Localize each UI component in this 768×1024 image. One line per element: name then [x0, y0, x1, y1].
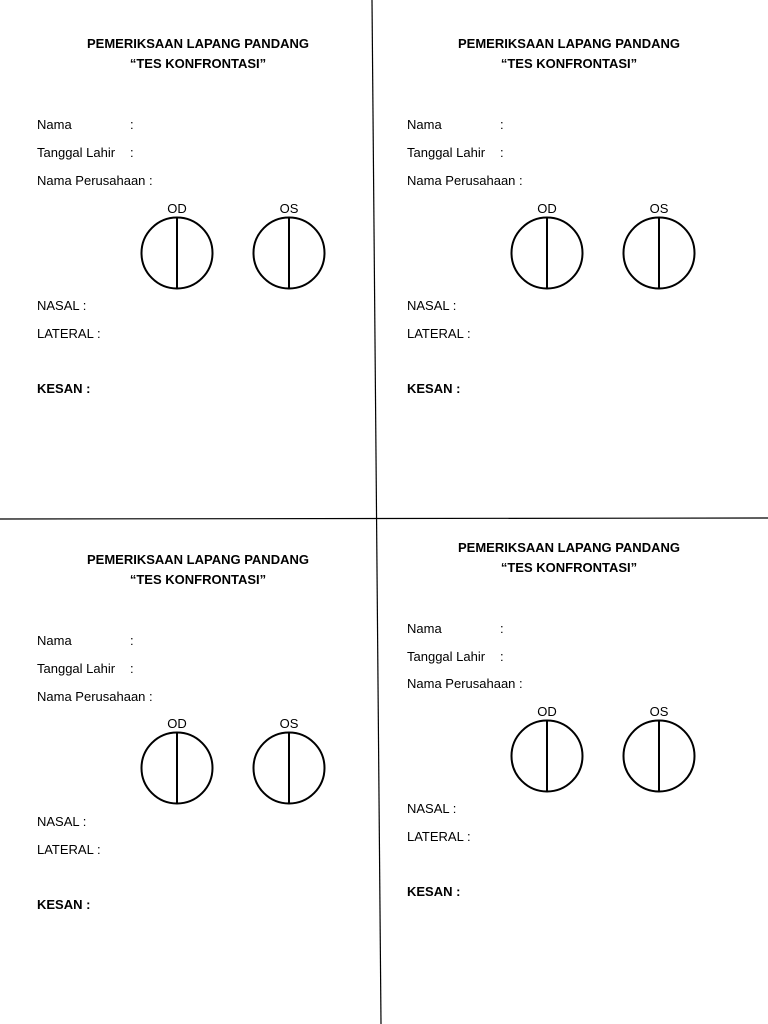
tanggal-lahir-label: Tanggal Lahir	[407, 145, 486, 160]
test-card-bottom-right	[389, 538, 749, 958]
card-title	[389, 538, 749, 578]
card-title-line-2: “TES KONFRONTASI”	[500, 56, 638, 71]
card-title-line-2: “TES KONFRONTASI”	[129, 56, 267, 71]
od-label: OD	[167, 716, 187, 731]
nama-field	[407, 117, 504, 133]
tanggal-lahir-field	[37, 145, 134, 161]
od-label: OD	[537, 201, 557, 216]
os-circle-icon	[621, 215, 697, 291]
nama-label: Nama	[37, 117, 72, 132]
os-eye-diagram	[621, 201, 697, 301]
nama-field	[407, 621, 504, 637]
od-label: OD	[537, 704, 557, 719]
tanggal-lahir-field	[37, 661, 134, 677]
nama-perusahaan-label: Nama Perusahaan :	[37, 689, 153, 704]
nama-colon: :	[130, 117, 134, 132]
nama-field	[37, 633, 134, 649]
nasal-label: NASAL :	[37, 814, 87, 829]
os-label: OS	[649, 201, 669, 216]
lateral-label: LATERAL :	[37, 326, 101, 341]
tanggal-lahir-label: Tanggal Lahir	[37, 661, 116, 676]
lateral-label: LATERAL :	[407, 326, 471, 341]
os-eye-diagram	[251, 201, 327, 301]
nasal-label: NASAL :	[37, 298, 87, 313]
nama-perusahaan-field	[407, 173, 523, 189]
os-circle-icon	[621, 718, 697, 794]
tanggal-lahir-label: Tanggal Lahir	[37, 145, 116, 160]
tanggal-lahir-colon: :	[500, 649, 504, 664]
nama-field	[37, 117, 134, 133]
tanggal-lahir-colon: :	[500, 145, 504, 160]
nama-colon: :	[500, 117, 504, 132]
card-title	[18, 550, 378, 590]
od-eye-diagram	[139, 716, 215, 816]
os-circle-icon	[251, 215, 327, 291]
nama-label: Nama	[37, 633, 72, 648]
nasal-label: NASAL :	[407, 801, 457, 816]
od-circle-icon	[139, 730, 215, 806]
card-title	[18, 34, 378, 74]
nama-perusahaan-label: Nama Perusahaan :	[407, 173, 523, 188]
card-title	[389, 34, 749, 74]
nama-colon: :	[500, 621, 504, 636]
os-eye-diagram	[251, 716, 327, 816]
nama-perusahaan-field	[407, 676, 523, 692]
kesan-label: KESAN :	[37, 897, 91, 912]
od-eye-diagram	[509, 704, 585, 804]
os-label: OS	[279, 716, 299, 731]
horizontal-cut-line	[0, 518, 768, 519]
card-title-line-1: PEMERIKSAAN LAPANG PANDANG	[458, 540, 680, 555]
od-circle-icon	[509, 215, 585, 291]
kesan-label: KESAN :	[407, 381, 461, 396]
os-circle-icon	[251, 730, 327, 806]
nama-perusahaan-label: Nama Perusahaan :	[37, 173, 153, 188]
tanggal-lahir-colon: :	[130, 661, 134, 676]
lateral-label: LATERAL :	[37, 842, 101, 857]
nama-perusahaan-field	[37, 689, 153, 705]
tanggal-lahir-label: Tanggal Lahir	[407, 649, 486, 664]
card-title-line-2: “TES KONFRONTASI”	[500, 560, 638, 575]
os-eye-diagram	[621, 704, 697, 804]
nama-perusahaan-field	[37, 173, 153, 189]
tanggal-lahir-field	[407, 145, 504, 161]
nama-colon: :	[130, 633, 134, 648]
test-card-top-right	[389, 34, 749, 454]
od-eye-diagram	[509, 201, 585, 301]
od-label: OD	[167, 201, 187, 216]
test-card-top-left	[18, 34, 378, 454]
od-circle-icon	[509, 718, 585, 794]
os-label: OS	[649, 704, 669, 719]
lateral-label: LATERAL :	[407, 829, 471, 844]
nama-label: Nama	[407, 117, 442, 132]
kesan-label: KESAN :	[37, 381, 91, 396]
os-label: OS	[279, 201, 299, 216]
od-circle-icon	[139, 215, 215, 291]
nasal-label: NASAL :	[407, 298, 457, 313]
tanggal-lahir-colon: :	[130, 145, 134, 160]
card-title-line-1: PEMERIKSAAN LAPANG PANDANG	[87, 552, 309, 567]
kesan-label: KESAN :	[407, 884, 461, 899]
od-eye-diagram	[139, 201, 215, 301]
nama-label: Nama	[407, 621, 442, 636]
card-title-line-1: PEMERIKSAAN LAPANG PANDANG	[458, 36, 680, 51]
tanggal-lahir-field	[407, 649, 504, 665]
nama-perusahaan-label: Nama Perusahaan :	[407, 676, 523, 691]
card-title-line-2: “TES KONFRONTASI”	[129, 572, 267, 587]
card-title-line-1: PEMERIKSAAN LAPANG PANDANG	[87, 36, 309, 51]
test-card-bottom-left	[18, 550, 378, 970]
